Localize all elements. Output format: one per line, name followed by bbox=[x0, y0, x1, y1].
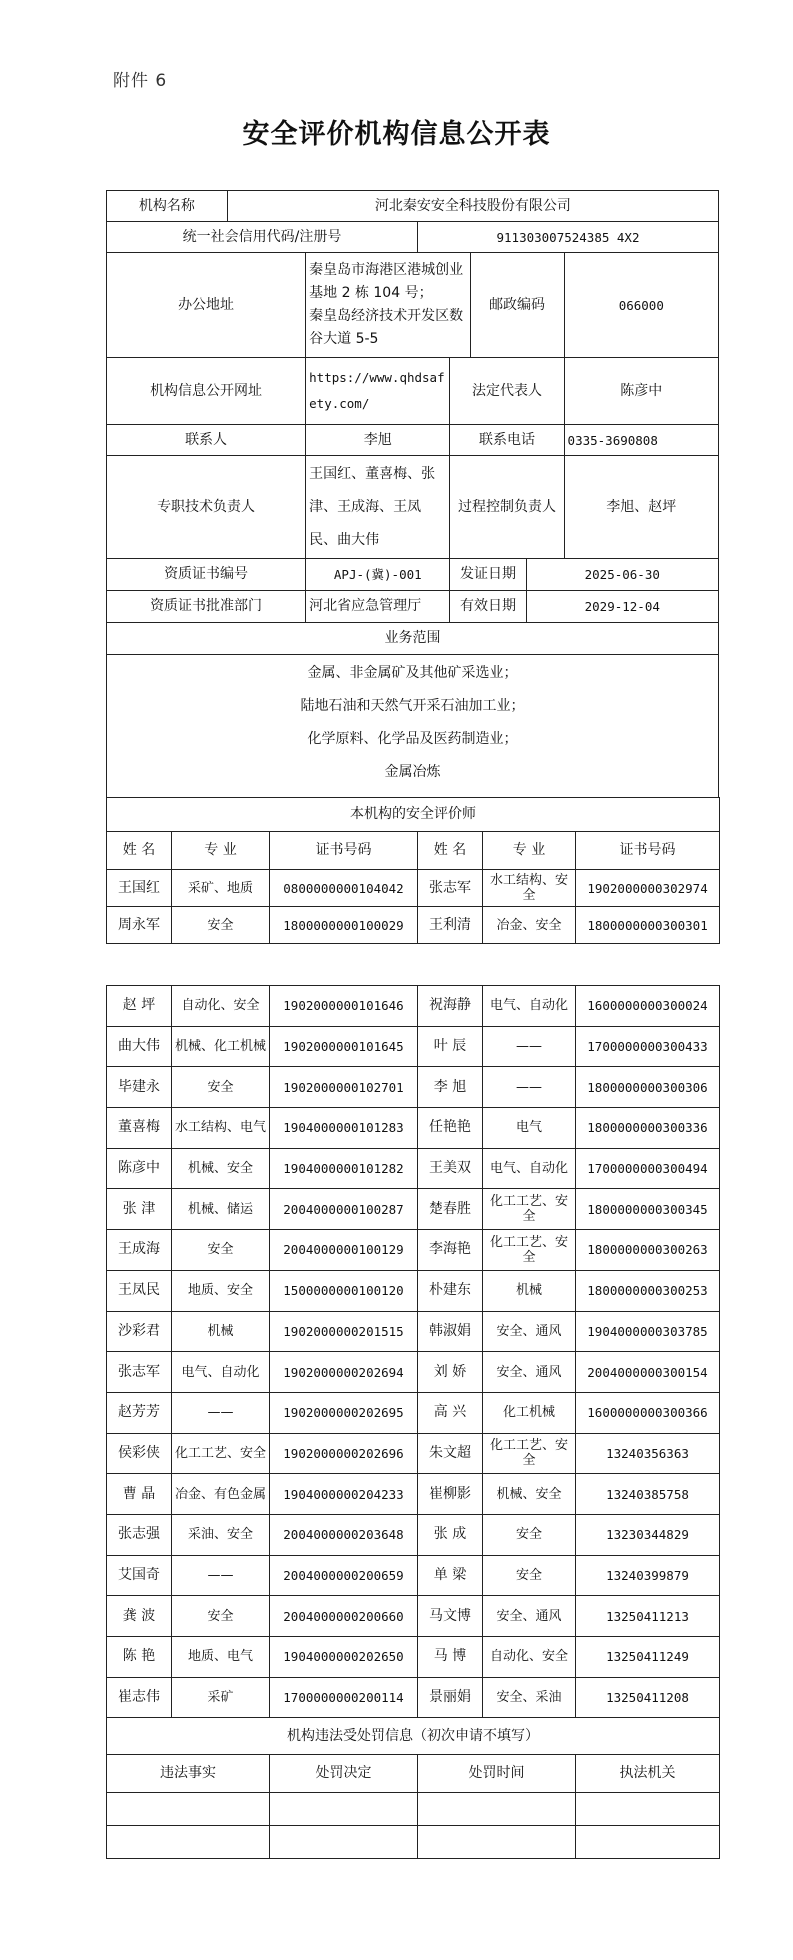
evaluator-name: 龚 波 bbox=[107, 1596, 172, 1637]
evaluator-major: 化工工艺、安全 bbox=[483, 1230, 576, 1271]
evaluator-major: 地质、安全 bbox=[172, 1270, 270, 1311]
evaluator-major: 安全 bbox=[172, 1067, 270, 1108]
evaluator-cert: 2004000000100129 bbox=[270, 1230, 418, 1271]
evaluator-major: —— bbox=[483, 1026, 576, 1067]
evaluator-cert: 13240399879 bbox=[576, 1555, 720, 1596]
issue-date: 2025-06-30 bbox=[526, 559, 718, 591]
evaluator-major: 安全 bbox=[172, 907, 270, 944]
evaluator-row bbox=[107, 1637, 720, 1678]
evaluator-row bbox=[107, 1067, 720, 1108]
penalty-empty-row bbox=[107, 1793, 720, 1826]
evaluator-row bbox=[107, 1108, 720, 1149]
evaluator-name: 陈 艳 bbox=[107, 1637, 172, 1678]
evaluator-cert: 2004000000100287 bbox=[270, 1189, 418, 1230]
evaluator-cert: 1904000000101282 bbox=[270, 1148, 418, 1189]
evaluators-header: 本机构的安全评价师 bbox=[107, 798, 720, 832]
evaluator-cert: 1902000000202695 bbox=[270, 1392, 418, 1433]
evaluator-name: 王国红 bbox=[107, 870, 172, 907]
evaluator-major: 安全 bbox=[483, 1514, 576, 1555]
col-cert: 证书号码 bbox=[576, 832, 720, 870]
evaluator-row bbox=[107, 1474, 720, 1515]
postcode-label: 邮政编码 bbox=[470, 253, 564, 358]
contact-label: 联系人 bbox=[107, 425, 306, 456]
evaluator-row bbox=[107, 1148, 720, 1189]
evaluator-cert: 1904000000202650 bbox=[270, 1637, 418, 1678]
evaluator-row bbox=[107, 986, 720, 1027]
org-name: 河北秦安安全科技股份有限公司 bbox=[227, 191, 718, 222]
evaluator-row bbox=[107, 907, 720, 944]
evaluator-major: 电气、自动化 bbox=[172, 1352, 270, 1393]
website-link[interactable]: https://www.qhdsafety.com/ bbox=[306, 358, 450, 425]
evaluator-name: 楚春胜 bbox=[418, 1189, 483, 1230]
evaluator-name: 张志军 bbox=[418, 870, 483, 907]
evaluator-name: 韩淑娟 bbox=[418, 1311, 483, 1352]
credit-code: 911303007524385 4X2 bbox=[418, 222, 719, 253]
evaluator-name: 艾国奇 bbox=[107, 1555, 172, 1596]
evaluator-name: 周永军 bbox=[107, 907, 172, 944]
phone: 0335-3690808 bbox=[564, 425, 718, 456]
tech-lead: 王国红、董喜梅、张津、王成海、王凤民、曲大伟 bbox=[306, 456, 450, 559]
evaluator-major: 水工结构、安全 bbox=[483, 870, 576, 907]
issue-date-label: 发证日期 bbox=[450, 559, 526, 591]
evaluator-name: 单 梁 bbox=[418, 1555, 483, 1596]
evaluator-name: 张 津 bbox=[107, 1189, 172, 1230]
process-lead: 李旭、赵坪 bbox=[564, 456, 718, 559]
evaluator-name: 赵芳芳 bbox=[107, 1392, 172, 1433]
evaluator-major: —— bbox=[483, 1067, 576, 1108]
col-major: 专 业 bbox=[172, 832, 270, 870]
evaluator-cert: 1700000000300433 bbox=[576, 1026, 720, 1067]
evaluator-cert: 1700000000200114 bbox=[270, 1677, 418, 1718]
scope-item: 金属、非金属矿及其他矿采选业； bbox=[307, 665, 518, 681]
evaluator-name: 王成海 bbox=[107, 1230, 172, 1271]
evaluator-row bbox=[107, 1514, 720, 1555]
evaluator-cert: 1800000000300253 bbox=[576, 1270, 720, 1311]
address-line-1: 秦皇岛市海港区港城创业基地 2 栋 104 号； bbox=[309, 262, 464, 301]
scope-item: 陆地石油和天然气开采石油加工业； bbox=[300, 698, 525, 714]
evaluator-major: 机械、化工机械 bbox=[172, 1026, 270, 1067]
evaluator-major: 化工工艺、安全 bbox=[483, 1189, 576, 1230]
evaluator-major: 安全、采油 bbox=[483, 1677, 576, 1718]
evaluator-major: 冶金、安全 bbox=[483, 907, 576, 944]
evaluator-major: 安全、通风 bbox=[483, 1596, 576, 1637]
evaluator-major: 自动化、安全 bbox=[172, 986, 270, 1027]
evaluator-row bbox=[107, 1555, 720, 1596]
evaluator-major: 化工工艺、安全 bbox=[483, 1433, 576, 1474]
evaluator-cert: 1904000000101283 bbox=[270, 1108, 418, 1149]
postcode: 066000 bbox=[564, 253, 718, 358]
legal-rep: 陈彦中 bbox=[564, 358, 718, 425]
evaluator-major: 机械、安全 bbox=[172, 1148, 270, 1189]
evaluator-name: 毕建永 bbox=[107, 1067, 172, 1108]
evaluator-row bbox=[107, 1270, 720, 1311]
org-info-table bbox=[106, 190, 719, 798]
scope-content bbox=[107, 655, 719, 798]
evaluator-name: 李海艳 bbox=[418, 1230, 483, 1271]
evaluator-name: 景丽娟 bbox=[418, 1677, 483, 1718]
evaluator-major: 自动化、安全 bbox=[483, 1637, 576, 1678]
evaluator-name: 崔志伟 bbox=[107, 1677, 172, 1718]
cert-no: APJ-(冀)-001 bbox=[306, 559, 450, 591]
evaluator-cert: 1800000000300336 bbox=[576, 1108, 720, 1149]
evaluator-name: 叶 辰 bbox=[418, 1026, 483, 1067]
penalty-col-time: 处罚时间 bbox=[418, 1755, 576, 1793]
evaluator-major: 电气、自动化 bbox=[483, 986, 576, 1027]
evaluator-cert: 1902000000202696 bbox=[270, 1433, 418, 1474]
evaluator-major: —— bbox=[172, 1392, 270, 1433]
evaluator-major: 化工机械 bbox=[483, 1392, 576, 1433]
valid-date-label: 有效日期 bbox=[450, 591, 526, 623]
valid-date: 2029-12-04 bbox=[526, 591, 718, 623]
process-lead-label: 过程控制负责人 bbox=[450, 456, 564, 559]
col-name: 姓 名 bbox=[107, 832, 172, 870]
evaluator-name: 张志强 bbox=[107, 1514, 172, 1555]
phone-label: 联系电话 bbox=[450, 425, 564, 456]
col-cert: 证书号码 bbox=[270, 832, 418, 870]
evaluator-row bbox=[107, 1392, 720, 1433]
evaluator-name: 王美双 bbox=[418, 1148, 483, 1189]
evaluator-cert: 1600000000300024 bbox=[576, 986, 720, 1027]
tech-lead-label: 专职技术负责人 bbox=[107, 456, 306, 559]
penalty-header: 机构违法受处罚信息（初次申请不填写） bbox=[107, 1718, 720, 1755]
evaluator-row bbox=[107, 1352, 720, 1393]
address-label: 办公地址 bbox=[107, 253, 306, 358]
evaluator-major: 安全 bbox=[483, 1555, 576, 1596]
col-name: 姓 名 bbox=[418, 832, 483, 870]
evaluator-major: 采油、安全 bbox=[172, 1514, 270, 1555]
credit-code-label: 统一社会信用代码/注册号 bbox=[107, 222, 418, 253]
evaluator-cert: 1902000000302974 bbox=[576, 870, 720, 907]
evaluator-cert: 1500000000100120 bbox=[270, 1270, 418, 1311]
evaluator-row bbox=[107, 1433, 720, 1474]
evaluator-major: 水工结构、电气 bbox=[172, 1108, 270, 1149]
evaluator-cert: 1902000000101645 bbox=[270, 1026, 418, 1067]
evaluator-name: 崔柳影 bbox=[418, 1474, 483, 1515]
penalty-col-authority: 执法机关 bbox=[576, 1755, 720, 1793]
evaluator-cert: 13230344829 bbox=[576, 1514, 720, 1555]
address-line-2: 秦皇岛经济技术开发区数谷大道 5-5 bbox=[309, 308, 464, 347]
evaluator-major: —— bbox=[172, 1555, 270, 1596]
legal-rep-label: 法定代表人 bbox=[450, 358, 564, 425]
evaluator-major: 采矿 bbox=[172, 1677, 270, 1718]
evaluator-major: 电气 bbox=[483, 1108, 576, 1149]
evaluator-name: 王凤民 bbox=[107, 1270, 172, 1311]
evaluator-name: 祝海静 bbox=[418, 986, 483, 1027]
evaluator-cert: 1800000000300263 bbox=[576, 1230, 720, 1271]
evaluator-cert: 1902000000201515 bbox=[270, 1311, 418, 1352]
evaluator-name: 张 成 bbox=[418, 1514, 483, 1555]
evaluator-name: 侯彩侠 bbox=[107, 1433, 172, 1474]
evaluator-row bbox=[107, 870, 720, 907]
page-title: 安全评价机构信息公开表 bbox=[242, 119, 551, 150]
evaluator-major: 安全、通风 bbox=[483, 1311, 576, 1352]
evaluator-name: 李 旭 bbox=[418, 1067, 483, 1108]
col-major: 专 业 bbox=[483, 832, 576, 870]
evaluator-cert: 1800000000300306 bbox=[576, 1067, 720, 1108]
scope-header: 业务范围 bbox=[107, 623, 719, 655]
evaluator-cert: 1904000000303785 bbox=[576, 1311, 720, 1352]
evaluator-cert: 1902000000102701 bbox=[270, 1067, 418, 1108]
evaluator-name: 董喜梅 bbox=[107, 1108, 172, 1149]
approver-label: 资质证书批准部门 bbox=[107, 591, 306, 623]
evaluator-cert: 13240356363 bbox=[576, 1433, 720, 1474]
evaluator-name: 刘 娇 bbox=[418, 1352, 483, 1393]
evaluator-row bbox=[107, 1596, 720, 1637]
evaluator-cert: 13250411249 bbox=[576, 1637, 720, 1678]
scope-item: 化学原料、化学品及医药制造业； bbox=[307, 731, 518, 747]
evaluator-major: 化工工艺、安全 bbox=[172, 1433, 270, 1474]
evaluator-cert: 1800000000300345 bbox=[576, 1189, 720, 1230]
evaluator-major: 采矿、地质 bbox=[172, 870, 270, 907]
evaluator-name: 高 兴 bbox=[418, 1392, 483, 1433]
evaluator-name: 赵 坪 bbox=[107, 986, 172, 1027]
evaluator-cert: 1904000000204233 bbox=[270, 1474, 418, 1515]
cert-no-label: 资质证书编号 bbox=[107, 559, 306, 591]
evaluator-name: 马文博 bbox=[418, 1596, 483, 1637]
evaluator-cert: 1800000000100029 bbox=[270, 907, 418, 944]
penalty-empty-row bbox=[107, 1826, 720, 1859]
penalty-col-facts: 违法事实 bbox=[107, 1755, 270, 1793]
evaluator-cert: 1800000000300301 bbox=[576, 907, 720, 944]
evaluator-cert: 1700000000300494 bbox=[576, 1148, 720, 1189]
attachment-label: 附件 6 bbox=[113, 71, 168, 91]
evaluators-table-bottom bbox=[106, 985, 720, 1859]
penalty-col-decision: 处罚决定 bbox=[270, 1755, 418, 1793]
org-name-label: 机构名称 bbox=[107, 191, 228, 222]
evaluator-major: 电气、自动化 bbox=[483, 1148, 576, 1189]
evaluator-row bbox=[107, 1026, 720, 1067]
evaluator-major: 安全、通风 bbox=[483, 1352, 576, 1393]
contact: 李旭 bbox=[306, 425, 450, 456]
evaluators-table-top bbox=[106, 797, 720, 944]
evaluator-cert: 2004000000200660 bbox=[270, 1596, 418, 1637]
evaluator-name: 陈彦中 bbox=[107, 1148, 172, 1189]
evaluator-major: 安全 bbox=[172, 1596, 270, 1637]
approver: 河北省应急管理厅 bbox=[306, 591, 450, 623]
evaluator-cert: 13250411208 bbox=[576, 1677, 720, 1718]
evaluator-cert: 13240385758 bbox=[576, 1474, 720, 1515]
evaluator-row bbox=[107, 1230, 720, 1271]
evaluator-cert: 13250411213 bbox=[576, 1596, 720, 1637]
evaluator-name: 王利清 bbox=[418, 907, 483, 944]
evaluator-row bbox=[107, 1677, 720, 1718]
evaluator-cert: 0800000000104042 bbox=[270, 870, 418, 907]
evaluator-row bbox=[107, 1189, 720, 1230]
evaluator-major: 机械、储运 bbox=[172, 1189, 270, 1230]
evaluator-name: 朱文超 bbox=[418, 1433, 483, 1474]
evaluator-major: 机械 bbox=[172, 1311, 270, 1352]
website-label: 机构信息公开网址 bbox=[107, 358, 306, 425]
evaluator-name: 张志军 bbox=[107, 1352, 172, 1393]
evaluator-major: 地质、电气 bbox=[172, 1637, 270, 1678]
evaluator-major: 安全 bbox=[172, 1230, 270, 1271]
evaluator-cert: 2004000000300154 bbox=[576, 1352, 720, 1393]
address bbox=[306, 253, 470, 358]
evaluator-name: 朴建东 bbox=[418, 1270, 483, 1311]
evaluator-cert: 2004000000203648 bbox=[270, 1514, 418, 1555]
evaluator-cert: 1902000000101646 bbox=[270, 986, 418, 1027]
evaluator-cert: 2004000000200659 bbox=[270, 1555, 418, 1596]
evaluator-major: 冶金、有色金属 bbox=[172, 1474, 270, 1515]
evaluator-major: 机械、安全 bbox=[483, 1474, 576, 1515]
evaluator-name: 曲大伟 bbox=[107, 1026, 172, 1067]
evaluator-row bbox=[107, 1311, 720, 1352]
scope-item: 金属冶炼 bbox=[384, 764, 441, 780]
evaluator-name: 任艳艳 bbox=[418, 1108, 483, 1149]
evaluator-cert: 1600000000300366 bbox=[576, 1392, 720, 1433]
evaluator-name: 曹 晶 bbox=[107, 1474, 172, 1515]
evaluator-name: 沙彩君 bbox=[107, 1311, 172, 1352]
evaluator-major: 机械 bbox=[483, 1270, 576, 1311]
evaluator-cert: 1902000000202694 bbox=[270, 1352, 418, 1393]
evaluator-name: 马 博 bbox=[418, 1637, 483, 1678]
